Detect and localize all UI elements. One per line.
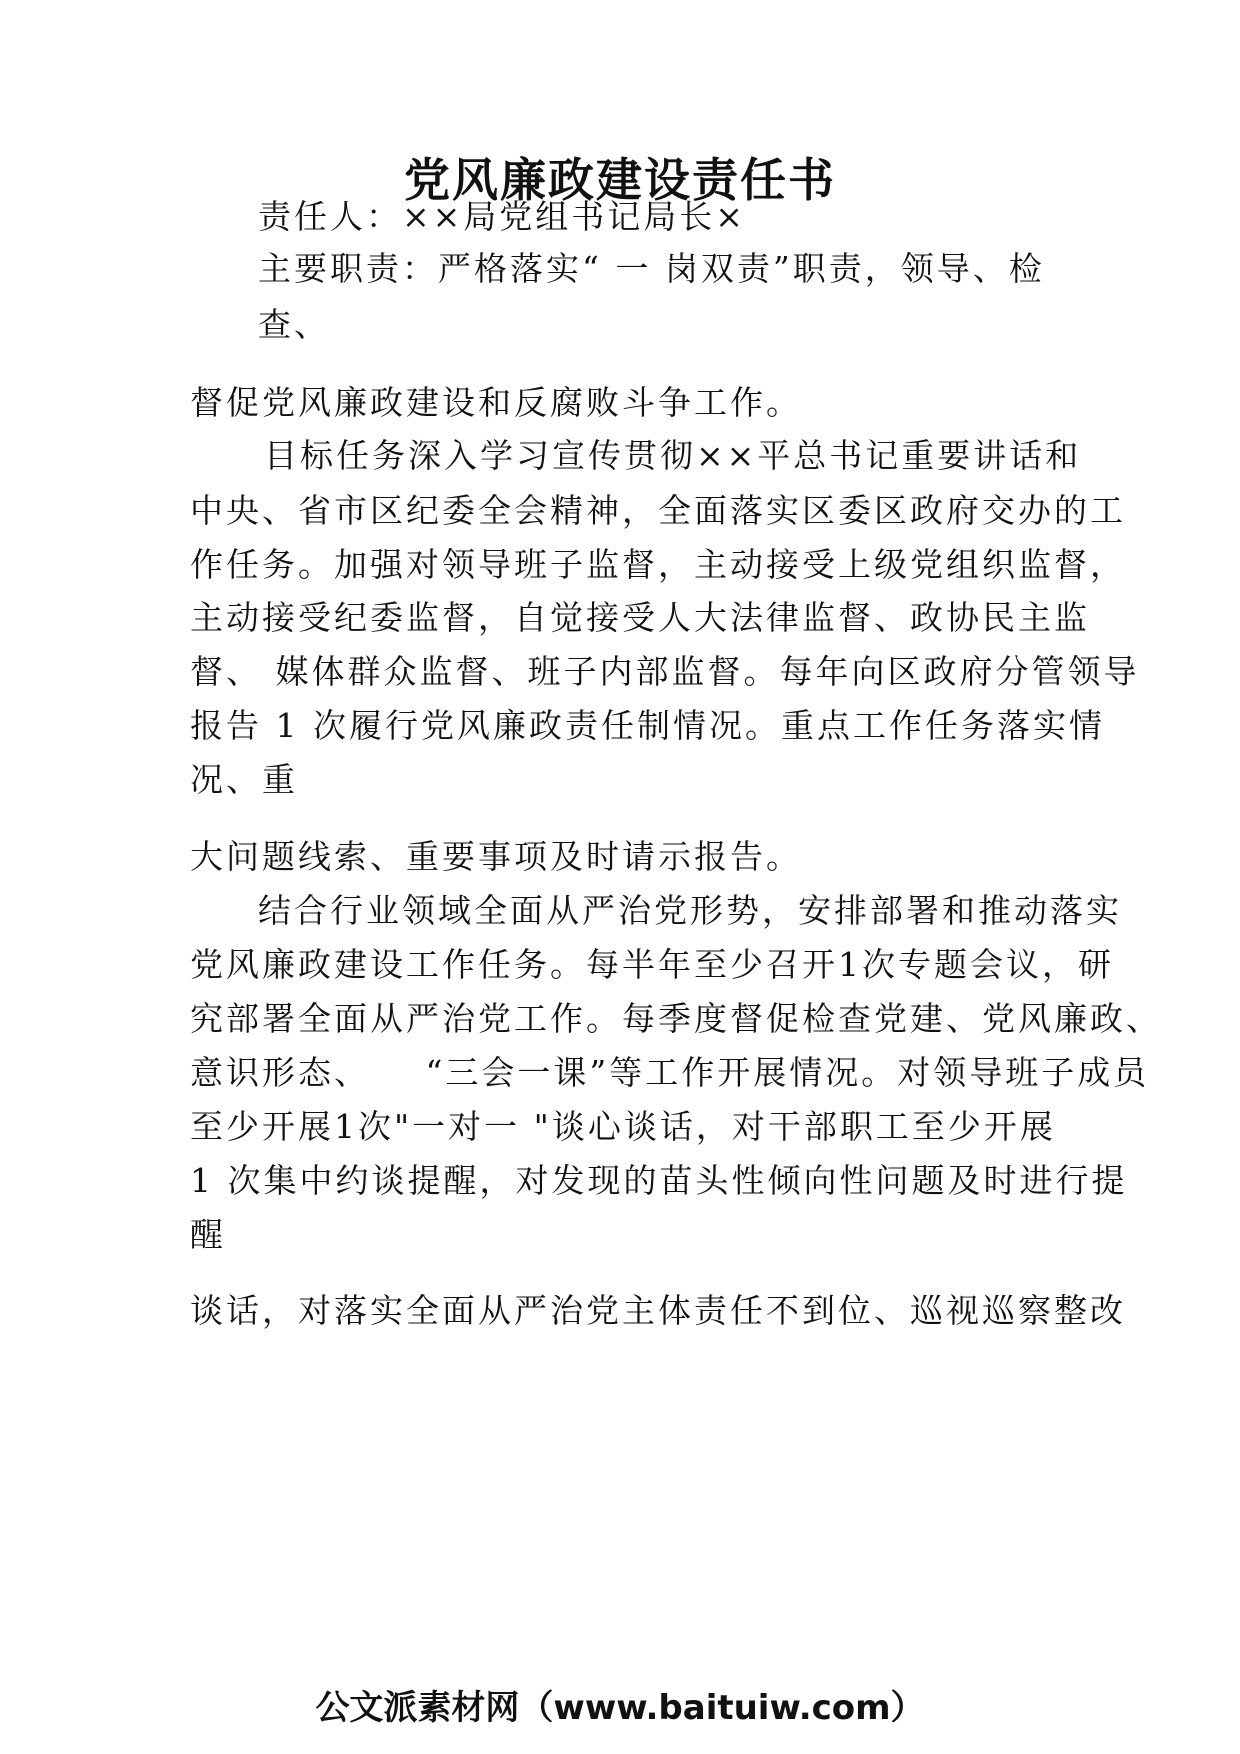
text-line-responsible-person: 责任人：××局党组书记局长× bbox=[258, 197, 746, 236]
text-line: 究部署全面从严治党工作。每季度督促检查党建、党风廉政、 bbox=[190, 999, 1162, 1038]
text-line: 大问题线索、重要事项及时请示报告。 bbox=[190, 837, 802, 876]
text-line: 报告 1 次履行党风廉政责任制情况。重点工作任务落实情 bbox=[190, 706, 1105, 745]
text-line: 结合行业领域全面从严治党形势，安排部署和推动落实 bbox=[258, 891, 1122, 930]
footer-watermark: 公文派素材网（www.baituiw.com） bbox=[315, 1688, 925, 1728]
text-line: 查、 bbox=[258, 305, 330, 344]
text-line: 作任务。加强对领导班子监督，主动接受上级党组织监督， bbox=[190, 545, 1126, 584]
text-line: 督、 媒体群众监督、班子内部监督。每年向区政府分管领导 bbox=[190, 652, 1140, 691]
text-line: 督促党风廉政建设和反腐败斗争工作。 bbox=[190, 383, 802, 422]
document-title: 党风廉政建设责任书 bbox=[404, 153, 836, 207]
text-line: 醒 bbox=[190, 1215, 226, 1254]
text-line: 目标任务深入学习宣传贯彻××平总书记重要讲话和 bbox=[264, 436, 1082, 475]
text-line: 主动接受纪委监督，自觉接受人大法律监督、政协民主监 bbox=[190, 598, 1090, 637]
text-line: 至少开展1次"一对一 "谈心谈话，对干部职工至少开展 bbox=[190, 1107, 1056, 1146]
text-line: 1 次集中约谈提醒，对发现的苗头性倾向性问题及时进行提 bbox=[190, 1161, 1128, 1200]
text-line: 况、重 bbox=[190, 760, 298, 799]
text-line: 意识形态、 “三会一课”等工作开展情况。对领导班子成员 bbox=[190, 1053, 1150, 1092]
text-line: 党风廉政建设工作任务。每半年至少召开1次专题会议，研 bbox=[190, 945, 1114, 984]
text-line: 谈话，对落实全面从严治党主体责任不到位、巡视巡察整改 bbox=[190, 1291, 1126, 1330]
text-line: 主要职责：严格落实“ 一 岗双责”职责，领导、检 bbox=[258, 249, 1045, 288]
text-line: 中央、省市区纪委全会精神，全面落实区委区政府交办的工 bbox=[190, 491, 1126, 530]
